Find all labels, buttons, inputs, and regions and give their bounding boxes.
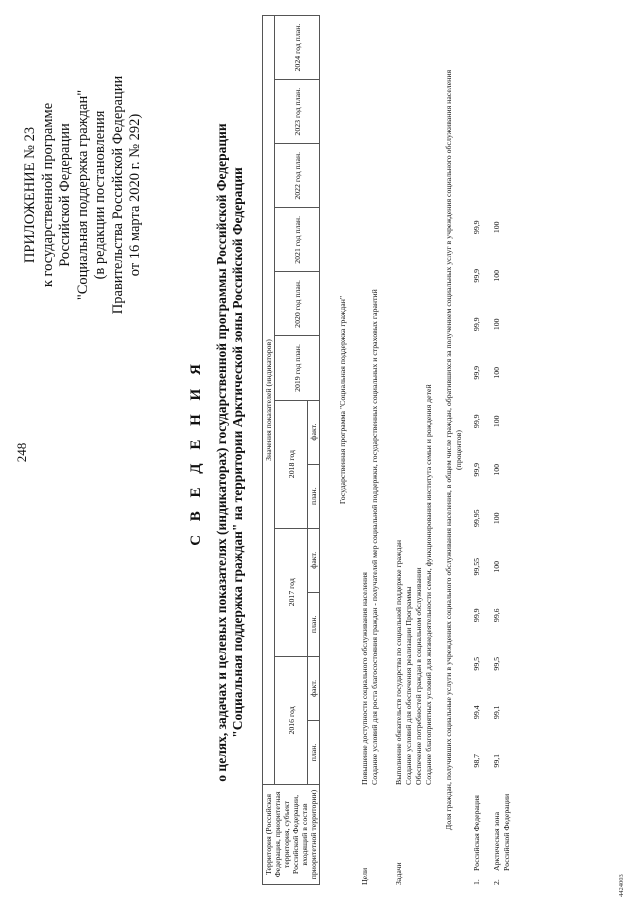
document-heading	[188, 0, 246, 905]
goals-section	[360, 15, 380, 885]
year-header: 2018 год	[275, 400, 308, 528]
year-header: 2017 год	[275, 528, 308, 656]
values-header: Значения показателей (индикаторов)	[263, 16, 275, 785]
table-body	[338, 15, 512, 885]
task-item: Обеспечение потребностей граждан в социальном обслуживании	[414, 567, 423, 785]
appendix-line: к государственной программе	[39, 102, 56, 288]
indicators-table-header	[262, 15, 320, 885]
goal-item: Повышение доступности социального обслуживания населения	[360, 572, 369, 785]
year-header: 2016 год	[275, 656, 308, 784]
row-value: 99,95	[472, 509, 481, 528]
row-value: 99,9	[472, 414, 481, 429]
future-year-header: 2024 год план.	[275, 16, 320, 80]
indicator-title: Доля граждан, получивших социальные услуги в учреждениях социального обслуживания населения, в общем числе граждан, обратившихся за получением социальных услуг в учреждения социального обслуживания населения (процентов)	[444, 69, 463, 831]
appendix-line: (в редакции постановления	[92, 110, 108, 280]
future-year-header: 2020 год план.	[275, 272, 320, 336]
plan-header: план.	[308, 464, 320, 528]
row-value: 99,55	[472, 557, 481, 576]
row-value: 99,5	[472, 656, 481, 671]
row-value: 99,9	[472, 462, 481, 477]
row-value: 98,7	[472, 753, 481, 768]
table-row	[472, 15, 482, 885]
row-value: 99,9	[472, 608, 481, 623]
appendix-line: Правительства Российской Федерации	[109, 75, 126, 315]
appendix-block	[22, 15, 145, 375]
goals-label: Цели	[360, 867, 369, 885]
row-value: 100	[492, 318, 501, 331]
fact-header: факт.	[308, 656, 320, 720]
row-value: 100	[492, 463, 501, 476]
goal-item: Создание условий для роста благосостояния граждан - получателей мер социальной поддержки, государственных социальных и страховых гарантий	[370, 289, 379, 785]
fact-header: факт.	[308, 400, 320, 464]
document-subtitle-line: о целях, задачах и целевых показателях (индикаторах) государственной программы Российской Федерации	[214, 123, 229, 782]
row-value: 99,4	[472, 705, 481, 720]
row-value: 100	[492, 512, 501, 525]
appendix-line: от 16 марта 2020 г. № 292)	[127, 113, 143, 277]
territory-header: Территория (Российская Федерация, приоритетная территория, субъект Российской Федерации, входящий в состав приоритетной территории)	[263, 785, 320, 885]
row-value: 99,9	[472, 268, 481, 283]
future-year-header: 2022 год план.	[275, 144, 320, 208]
future-year-header: 2023 год план.	[275, 80, 320, 144]
row-number: 1.	[472, 879, 481, 885]
row-value: 99,1	[492, 753, 501, 768]
row-value: 99,6	[492, 608, 501, 623]
row-value: 100	[492, 415, 501, 428]
row-value: 99,9	[472, 220, 481, 235]
row-value: 100	[492, 221, 501, 234]
document-code: 4424003	[618, 874, 625, 897]
row-territory: Арктическая зона Российской Федерации	[492, 793, 511, 871]
task-item: Создание благоприятных условий для жизнедеятельности семьи, функционирования института семьи и рождения детей	[424, 384, 433, 785]
task-item: Создание условий для обеспечения реализации Программы	[404, 586, 413, 785]
row-value: 99,5	[492, 656, 501, 671]
row-value: 99,9	[472, 317, 481, 332]
page-number: 248	[14, 442, 29, 463]
table-row	[492, 15, 512, 885]
plan-header: план.	[308, 592, 320, 656]
task-item: Выполнение обязательств государства по социальной поддержке граждан	[394, 539, 403, 785]
future-year-header: 2019 год план.	[275, 336, 320, 400]
row-number: 2.	[492, 879, 501, 885]
row-value: 100	[492, 269, 501, 282]
program-title: Государственная программа "Социальная поддержка граждан"	[338, 295, 347, 505]
future-year-header: 2021 год план.	[275, 208, 320, 272]
fact-header: факт.	[308, 528, 320, 592]
row-value: 99,1	[492, 705, 501, 720]
appendix-line: "Социальная поддержка граждан"	[74, 89, 91, 301]
document-title: С В Е Д Е Н И Я	[188, 359, 204, 546]
row-value: 100	[492, 366, 501, 379]
appendix-line: Российской Федерации	[57, 123, 73, 267]
plan-header: план.	[308, 720, 320, 784]
row-value: 99,9	[472, 365, 481, 380]
appendix-line: ПРИЛОЖЕНИЕ № 23	[22, 126, 38, 264]
row-territory: Российская Федерация	[472, 795, 481, 871]
row-value: 100	[492, 560, 501, 573]
document-subtitle-line: "Социальная поддержка граждан" на территории Арктической зоны Российской Федерации	[230, 167, 245, 738]
tasks-label: Задачи	[394, 862, 403, 885]
tasks-section	[394, 15, 434, 885]
